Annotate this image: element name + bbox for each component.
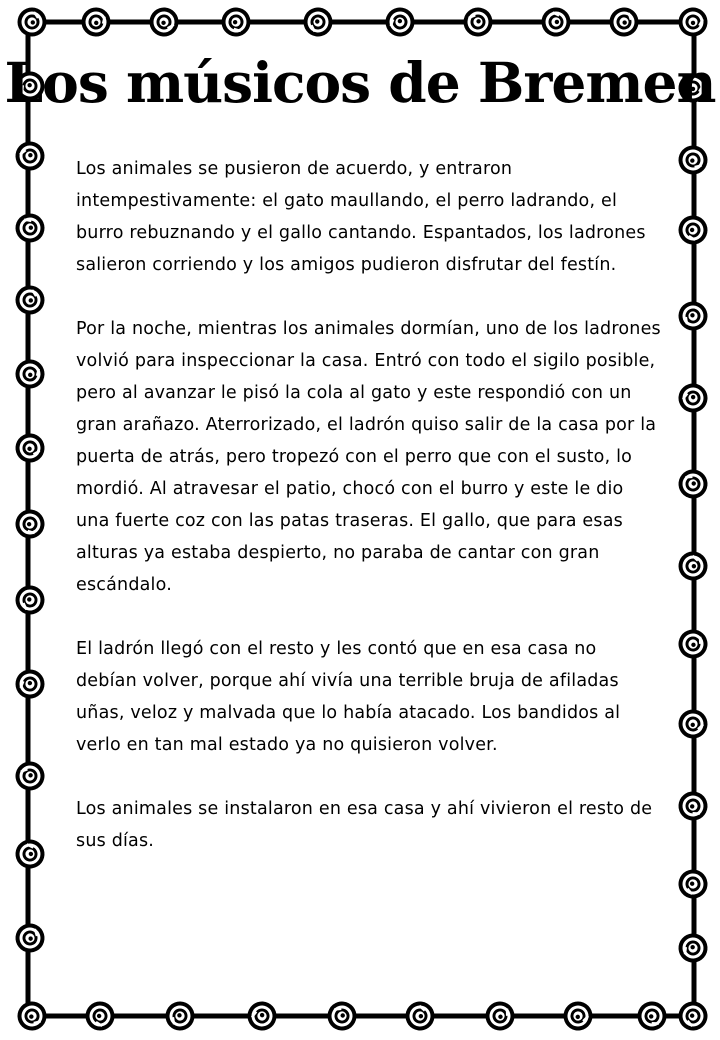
spiral-icon: [673, 2, 712, 41]
spiral-icon: [677, 1000, 709, 1032]
spiral-icon: [15, 141, 45, 171]
spiral-icon: [10, 354, 51, 395]
paragraph-3: El ladrón llegó con el resto y les contó que en esa casa no debían volver, porque ahí vivía una terrible bruja de afiladas uñas, veloz y malvada que lo había atacado. Los bandidos al verlo en tan mal estado ya no quisieron volver.: [76, 639, 621, 755]
spiral-icon: [673, 624, 713, 664]
spiral-icon: [149, 7, 180, 38]
paragraph-1: Los animales se pusieron de acuerdo, y entraron intempestivamente: el gato maullando, el perro ladrando, el burro rebuznando y el gallo cantando. Espantados, los ladrones salieron corriendo y los amigos pudieron disfrutar del festín.: [76, 159, 646, 275]
spiral-icon: [15, 285, 45, 315]
spiral-icon: [677, 868, 709, 900]
spiral-icon: [673, 928, 714, 969]
paragraph-4: Los animales se instalaron en esa casa y ahí vivieron el resto de sus días.: [76, 799, 653, 851]
spiral-icon: [632, 996, 673, 1037]
spiral-icon: [10, 504, 51, 545]
spiral-icon: [673, 464, 712, 503]
spiral-icon: [13, 997, 50, 1034]
spiral-icon: [14, 432, 45, 463]
spiral-icon: [76, 2, 117, 43]
spiral-icon: [161, 997, 199, 1035]
spiral-icon: [536, 2, 576, 42]
spiral-icon: [676, 707, 710, 741]
spiral-icon: [402, 998, 438, 1034]
spiral-icon: [13, 759, 48, 794]
spiral-icon: [13, 583, 46, 616]
page-title: Los músicos de Bremen: [4, 50, 716, 115]
paragraph-2: Por la noche, mientras los animales dormían, uno de los ladrones volvió para inspeccionar la casa. Entró con todo el sigilo posible, pero al avanzar le pisó la cola al gato y este respondió con un gran arañazo. Aterrorizado, el ladrón quiso salir de la casa por la puerta de atrás, pero tropezó con el perro que con el susto, lo mordió. Al atravesar el patio, chocó con el burro y este le dio una fuerte coz con las patas traseras. El gallo, que para esas alturas ya estaba despierto, no paraba de cantar con gran escándalo.: [76, 319, 661, 595]
spiral-icon: [674, 297, 713, 336]
spiral-icon: [244, 998, 281, 1035]
spiral-icon: [606, 4, 642, 40]
spiral-icon: [322, 996, 361, 1035]
spiral-icon: [380, 2, 420, 42]
spiral-icon: [9, 207, 50, 248]
spiral-icon: [673, 786, 714, 827]
story-text: [76, 153, 661, 889]
spiral-icon: [10, 664, 50, 704]
spiral-icon: [461, 5, 495, 39]
spiral-icon: [675, 548, 710, 583]
spiral-icon: [561, 999, 595, 1033]
spiral-icon: [216, 2, 257, 43]
spiral-icon: [674, 211, 712, 249]
spiral-icon: [675, 380, 712, 417]
spiral-icon: [302, 6, 335, 39]
spiral-icon: [81, 997, 119, 1035]
spiral-icon: [10, 834, 50, 874]
spiral-icon: [12, 920, 48, 956]
spiral-icon: [18, 8, 47, 37]
spiral-icon: [480, 996, 520, 1036]
spiral-icon: [674, 141, 711, 178]
